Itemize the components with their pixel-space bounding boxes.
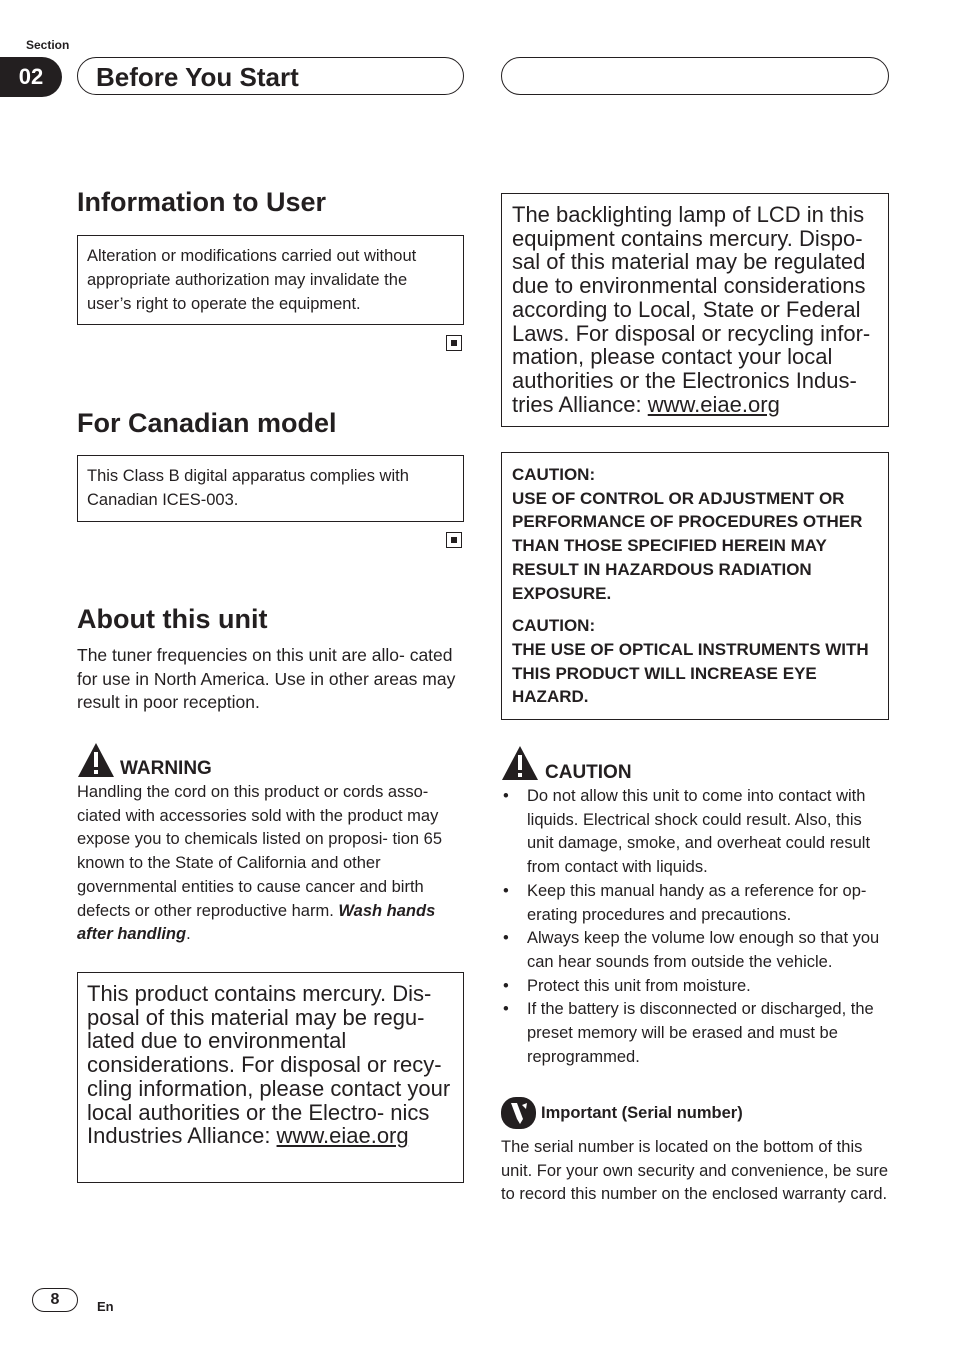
info-user-text: Alteration or modifications carried out without appropriate authorization may invalidate the user’s right to operate the equipment. bbox=[87, 247, 417, 313]
caution1-text: USE OF CONTROL OR ADJUSTMENT OR PERFORMANCE OF PROCEDURES OTHER THAN THOSE SPECIFIED HEREIN MAY RESULT IN HAZARDOUS RADIATION EXPOSURE. bbox=[512, 488, 863, 603]
section-title: Before You Start bbox=[96, 62, 299, 92]
canadian-text: This Class B digital apparatus complies with Canadian ICES-003. bbox=[87, 467, 409, 509]
caution1-label: CAUTION: bbox=[512, 465, 596, 484]
list-item: • Protect this unit from moisture. bbox=[501, 975, 891, 999]
info-user-box bbox=[77, 235, 464, 325]
warning-label: WARNING bbox=[120, 758, 212, 779]
list-item: • Always keep the volume low enough so that you can hear sounds from outside the vehicle. bbox=[501, 927, 891, 974]
list-item: • If the battery is disconnected or discharged, the preset memory will be erased and must be reprogrammed. bbox=[501, 998, 891, 1069]
lcd-text: The backlighting lamp of LCD in this equipment contains mercury. Dispo- sal of this material may be regulated due to environmental considerations according to Local, State or Federal Laws. For disposal or recycling infor- mation, please contact your local authorities or the Electronics Indus- tries Alliance: bbox=[512, 202, 871, 417]
warning-end: . bbox=[186, 925, 191, 944]
about-body: The tuner frequencies on this unit are allo- cated for use in North America. Use in other areas may result in poor reception. bbox=[77, 645, 456, 712]
important-label: Important (Serial number) bbox=[541, 1104, 743, 1122]
lcd-notice-text bbox=[512, 203, 878, 416]
warning-emphasis: Wash hands after handling bbox=[77, 901, 436, 944]
caution2-label: CAUTION: bbox=[512, 616, 596, 636]
page-number: 8 bbox=[32, 1288, 78, 1312]
mercury-notice-text bbox=[87, 982, 454, 1148]
about-heading: About this unit bbox=[77, 604, 268, 634]
language-code: En bbox=[97, 1299, 114, 1314]
list-item: • Do not allow this unit to come into contact with liquids. Electrical shock could result. Also, this unit damage, smoke, and overheat could result from contact with liquids. bbox=[501, 785, 891, 880]
caution-list bbox=[501, 785, 891, 1069]
warning-triangle-icon bbox=[77, 742, 115, 778]
canadian-heading: For Canadian model bbox=[77, 408, 337, 438]
important-pen-icon bbox=[501, 1097, 536, 1129]
end-mark-icon bbox=[446, 532, 462, 548]
lcd-link[interactable]: www.eiae.org bbox=[647, 391, 780, 417]
laser-caution-box bbox=[501, 452, 889, 720]
lcd-notice-box bbox=[501, 193, 889, 427]
info-user-heading: Information to User bbox=[77, 187, 327, 217]
mercury-text: This product contains mercury. Dis- posal of this material may be regu- lated due to environmental considerations. For disposal or recy- cling information, please contact your local authorities or the Electro- nics Industries Alliance: bbox=[87, 981, 451, 1149]
section-label: Section bbox=[26, 38, 70, 52]
caution-label: CAUTION bbox=[545, 762, 632, 783]
warning-body bbox=[77, 781, 462, 947]
end-mark-icon bbox=[446, 335, 462, 351]
important-body: The serial number is located on the bottom of this unit. For your own security and convenience, be sure to record this number on the enclosed warranty card. bbox=[501, 1138, 889, 1204]
section-number-badge: 02 bbox=[0, 57, 62, 97]
warning-triangle-icon bbox=[501, 745, 539, 781]
header-right-frame bbox=[501, 57, 889, 95]
caution2-text: THE USE OF OPTICAL INSTRUMENTS WITH THIS PRODUCT WILL INCREASE EYE HAZARD. bbox=[512, 639, 869, 707]
mercury-notice-box bbox=[77, 972, 464, 1183]
list-item: • Keep this manual handy as a reference for op- erating procedures and precautions. bbox=[501, 880, 891, 927]
canadian-box bbox=[77, 455, 464, 522]
mercury-link[interactable]: www.eiae.org bbox=[276, 1123, 409, 1149]
warning-text: Handling the cord on this product or cords asso- ciated with accessories sold with the product may expose you to chemicals listed on proposi- tion 65 known to the State of California and other governmental entities to cause cancer and birth defects or other reproductive harm. bbox=[77, 783, 443, 920]
